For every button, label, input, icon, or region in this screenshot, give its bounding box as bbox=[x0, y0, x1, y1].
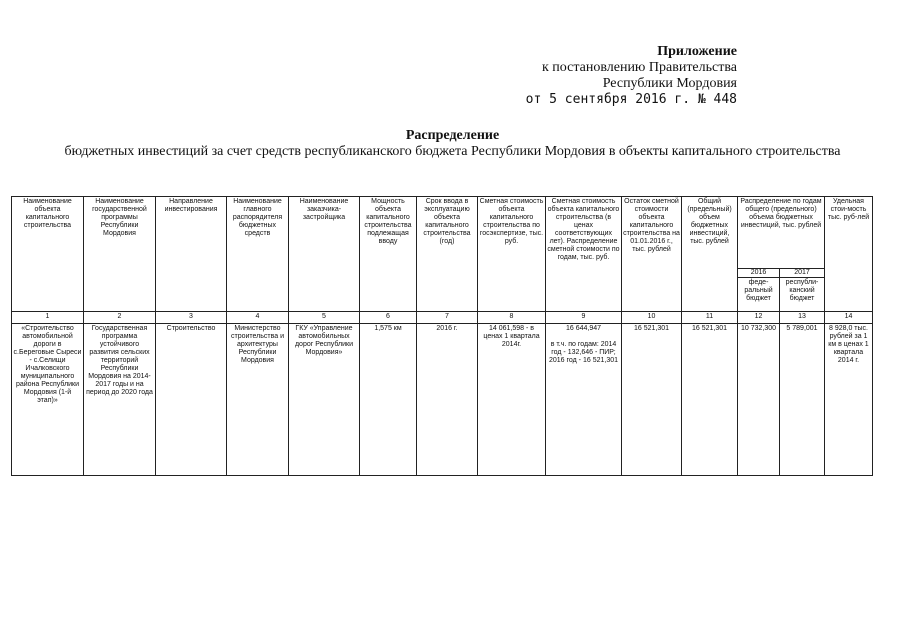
column-number: 10 bbox=[622, 312, 682, 324]
cell-direction: Строительство bbox=[156, 324, 227, 476]
header-year-2017: 2017 bbox=[780, 269, 825, 278]
header-unit-cost: Удельная стои-мость тыс. руб-лей bbox=[825, 197, 873, 312]
column-number: 1 bbox=[12, 312, 84, 324]
header-expert-cost: Сметная стоимость объекта капитального строительства по госэкспертизе, тыс. руб. bbox=[478, 197, 546, 312]
header-direction: Направление инвестирования bbox=[156, 197, 227, 312]
appendix-line-date: от 5 сентября 2016 г. № 448 bbox=[525, 92, 737, 107]
cell-customer: ГКУ «Управление автомобильных дорог Республики Мордовия» bbox=[289, 324, 360, 476]
cell-estimated-cost bbox=[546, 324, 622, 476]
cell-republic-budget: 5 789,001 bbox=[780, 324, 825, 476]
column-number: 5 bbox=[289, 312, 360, 324]
cell-expert-cost: 14 061,598 - в ценах 1 квартала 2014г. bbox=[478, 324, 546, 476]
estimated-cost-by-year: в т.ч. по годам: 2014 год - 132,646 - ПИР; 2016 год - 16 521,301 bbox=[549, 341, 618, 364]
cell-commissioning-year: 2016 г. bbox=[417, 324, 478, 476]
cell-federal-budget: 10 732,300 bbox=[738, 324, 780, 476]
column-number: 3 bbox=[156, 312, 227, 324]
appendix-line-decree: к постановлению Правительства bbox=[541, 60, 737, 75]
spacer bbox=[547, 333, 620, 341]
column-number: 7 bbox=[417, 312, 478, 324]
title-subtitle: бюджетных инвестиций за счет средств республиканского бюджета Республики Мордовия в объекты капитального строительства bbox=[64, 144, 841, 159]
header-capacity: Мощность объекта капитального строительства подлежащая вводу bbox=[360, 197, 417, 312]
column-number: 13 bbox=[780, 312, 825, 324]
column-number: 8 bbox=[478, 312, 546, 324]
column-number: 12 bbox=[738, 312, 780, 324]
appendix-block bbox=[526, 44, 737, 108]
header-manager: Наименование главного распорядителя бюджетных средств bbox=[227, 197, 289, 312]
cell-total-volume: 16 521,301 bbox=[682, 324, 738, 476]
column-number: 4 bbox=[227, 312, 289, 324]
column-number: 11 bbox=[682, 312, 738, 324]
investment-table bbox=[11, 196, 873, 476]
header-federal-budget: феде-ральный бюджет bbox=[738, 278, 780, 312]
header-estimated-cost: Сметная стоимость объекта капитального строительства (в ценах соответствующих лет). Распределение сметной стоимости по годам, тыс. руб. bbox=[546, 197, 622, 312]
appendix-heading: Приложение bbox=[657, 44, 737, 59]
cell-unit-cost: 8 928,0 тыс. рублей за 1 км в ценах 1 квартала 2014 г. bbox=[825, 324, 873, 476]
column-numbers-row bbox=[12, 312, 873, 324]
document-title bbox=[60, 128, 845, 160]
appendix-line-republic: Республики Мордовия bbox=[602, 76, 737, 91]
header-program: Наименование государственной программы Республики Мордовия bbox=[84, 197, 156, 312]
header-total-volume: Общий (предельный) объем бюджетных инвестиций, тыс. рублей bbox=[682, 197, 738, 312]
cell-remaining-cost: 16 521,301 bbox=[622, 324, 682, 476]
cell-manager: Министерство строительства и архитектуры Республики Мордовия bbox=[227, 324, 289, 476]
column-number: 6 bbox=[360, 312, 417, 324]
header-republic-budget: республи-канский бюджет bbox=[780, 278, 825, 312]
header-remaining-cost: Остаток сметной стоимости объекта капитального строительства на 01.01.2016 г., тыс. рублей bbox=[622, 197, 682, 312]
cell-program: Государственная программа устойчивого развития сельских территорий Республики Мордовия на 2014-2017 годы и на период до 2020 года bbox=[84, 324, 156, 476]
table-row bbox=[12, 324, 873, 476]
header-commissioning-year: Срок ввода в эксплуатацию объекта капитального строительства (год) bbox=[417, 197, 478, 312]
column-number: 9 bbox=[546, 312, 622, 324]
cell-object-name: «Строительство автомобильной дороги в с.Береговые Сыреси - с.Селищи Ичалковского муниципального района Республики Мордовия (1-й этап)» bbox=[12, 324, 84, 476]
title-main: Распределение bbox=[405, 128, 500, 143]
header-distribution-group: Распределение по годам общего (предельного) объема бюджетных инвестиций, тыс. рублей bbox=[738, 197, 825, 269]
header-customer: Наименование заказчика-застройщика bbox=[289, 197, 360, 312]
header-object-name: Наименование объекта капитального строительства bbox=[12, 197, 84, 312]
header-year-2016: 2016 bbox=[738, 269, 780, 278]
cell-capacity: 1,575 км bbox=[360, 324, 417, 476]
column-number: 2 bbox=[84, 312, 156, 324]
estimated-cost-total: 16 644,947 bbox=[565, 325, 602, 332]
column-number: 14 bbox=[825, 312, 873, 324]
